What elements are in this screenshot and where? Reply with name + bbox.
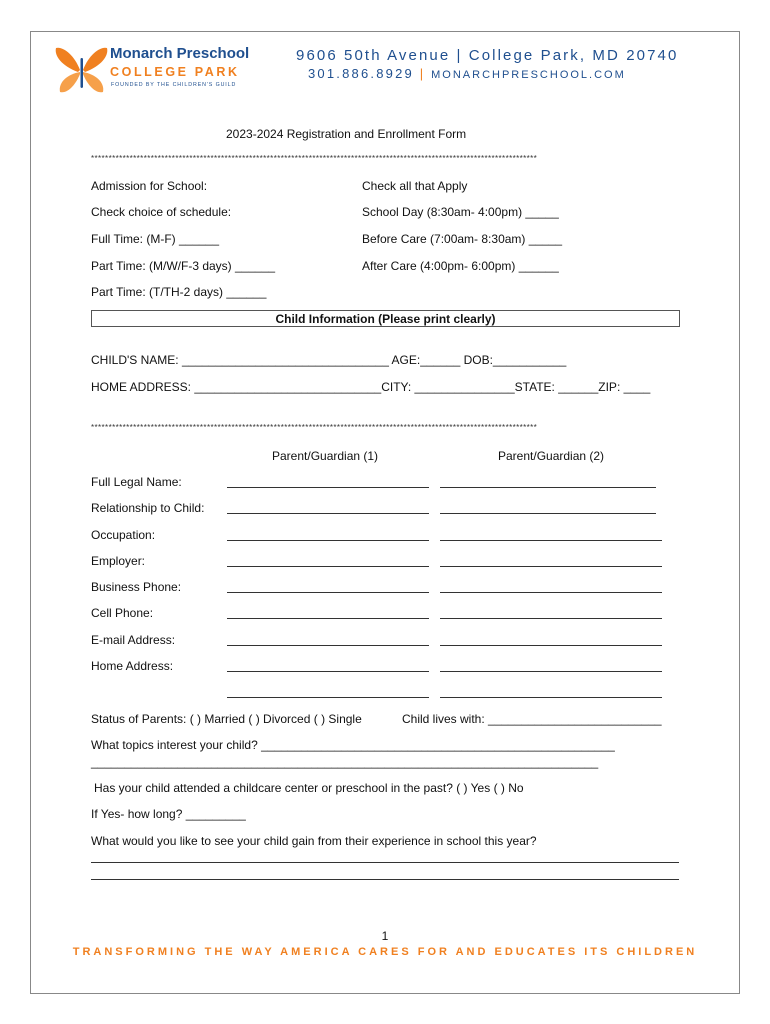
brand-name: Monarch Preschool [110,45,250,62]
contact-line [308,66,626,81]
attended-before-field[interactable]: Has your child attended a childcare center or preschool in the past? ( ) Yes ( ) No [94,781,524,795]
how-long-field[interactable]: If Yes- how long? _________ [91,807,246,821]
star-divider-mid: ******************************************************************************************************************************* [91,423,538,432]
child-info-heading: Child Information (Please print clearly) [91,310,680,327]
gain-question: What would you like to see your child gain from their experience in school this year? [91,834,537,848]
field-label-email: E-mail Address: [91,633,176,647]
guardian-1-relationship-input[interactable] [227,513,429,514]
childs-name-field[interactable]: CHILD'S NAME: _______________________________ AGE:______ DOB:___________ [91,353,567,367]
guardian-1-employer-input[interactable] [227,566,429,567]
admission-label: Admission for School: [91,179,208,193]
guardian-2-business-phone-input[interactable] [440,592,662,593]
topics-field[interactable]: What topics interest your child? _____________________________________________________ [91,738,615,752]
full-time-option[interactable]: Full Time: (M-F) ______ [91,232,220,246]
contact-separator: | [419,66,426,81]
child-lives-with-field[interactable]: Child lives with: __________________________ [402,712,662,726]
home-address-field[interactable]: HOME ADDRESS: ____________________________CITY: _______________STATE: ______ZIP: ____ [91,380,651,394]
field-label-full-legal-name: Full Legal Name: [91,475,182,489]
guardian-1-heading: Parent/Guardian (1) [272,449,379,463]
after-care-option[interactable]: After Care (4:00pm- 6:00pm) ______ [362,259,559,273]
guardian-2-occupation-input[interactable] [440,540,662,541]
part-time-mwf-option[interactable]: Part Time: (M/W/F-3 days) ______ [91,259,276,273]
guardian-2-email-input[interactable] [440,645,662,646]
school-address: 9606 50th Avenue | College Park, MD 20740 [296,47,679,64]
topics-field-line-2[interactable]: ____________________________________________________________________________ [91,755,599,769]
form-title: 2023-2024 Registration and Enrollment Form [226,127,467,141]
field-label-relationship: Relationship to Child: [91,501,205,515]
footer-slogan: TRANSFORMING THE WAY AMERICA CARES FOR AND EDUCATES ITS CHILDREN [72,946,698,958]
phone-number: 301.886.8929 [308,66,414,81]
part-time-tth-option[interactable]: Part Time: (T/TH-2 days) ______ [91,285,267,299]
guardian-1-home-address-input[interactable] [227,671,429,672]
school-day-option[interactable]: School Day (8:30am- 4:00pm) _____ [362,205,559,219]
page-number: 1 [381,929,389,943]
website-link[interactable]: MONARCHPRESCHOOL.COM [431,69,626,81]
guardian-1-home-address-input-2[interactable] [227,697,429,698]
guardian-1-business-phone-input[interactable] [227,592,429,593]
guardian-2-home-address-input[interactable] [440,671,662,672]
field-label-cell-phone: Cell Phone: [91,606,154,620]
guardian-1-email-input[interactable] [227,645,429,646]
status-of-parents-field[interactable]: Status of Parents: ( ) Married ( ) Divorced ( ) Single [91,712,362,726]
guardian-1-cell-phone-input[interactable] [227,618,429,619]
guardian-2-relationship-input[interactable] [440,513,656,514]
brand-subtitle: COLLEGE PARK [110,65,240,79]
gain-answer-line-2[interactable] [91,879,679,880]
check-all-label: Check all that Apply [362,179,468,193]
field-label-business-phone: Business Phone: [91,580,182,594]
field-label-home-address: Home Address: [91,659,174,673]
field-label-employer: Employer: [91,554,146,568]
before-care-option[interactable]: Before Care (7:00am- 8:30am) _____ [362,232,563,246]
guardian-2-employer-input[interactable] [440,566,662,567]
guardian-1-full-legal-name-input[interactable] [227,487,429,488]
guardian-1-occupation-input[interactable] [227,540,429,541]
schedule-label: Check choice of schedule: [91,205,232,219]
star-divider-top: ******************************************************************************************************************************* [91,154,538,163]
gain-answer-line-1[interactable] [91,862,679,863]
guardian-2-home-address-input-2[interactable] [440,697,662,698]
field-label-occupation: Occupation: [91,528,156,542]
guardian-2-cell-phone-input[interactable] [440,618,662,619]
guardian-2-full-legal-name-input[interactable] [440,487,656,488]
guardian-2-heading: Parent/Guardian (2) [498,449,605,463]
brand-tagline: FOUNDED BY THE CHILDREN'S GUILD [111,82,237,88]
